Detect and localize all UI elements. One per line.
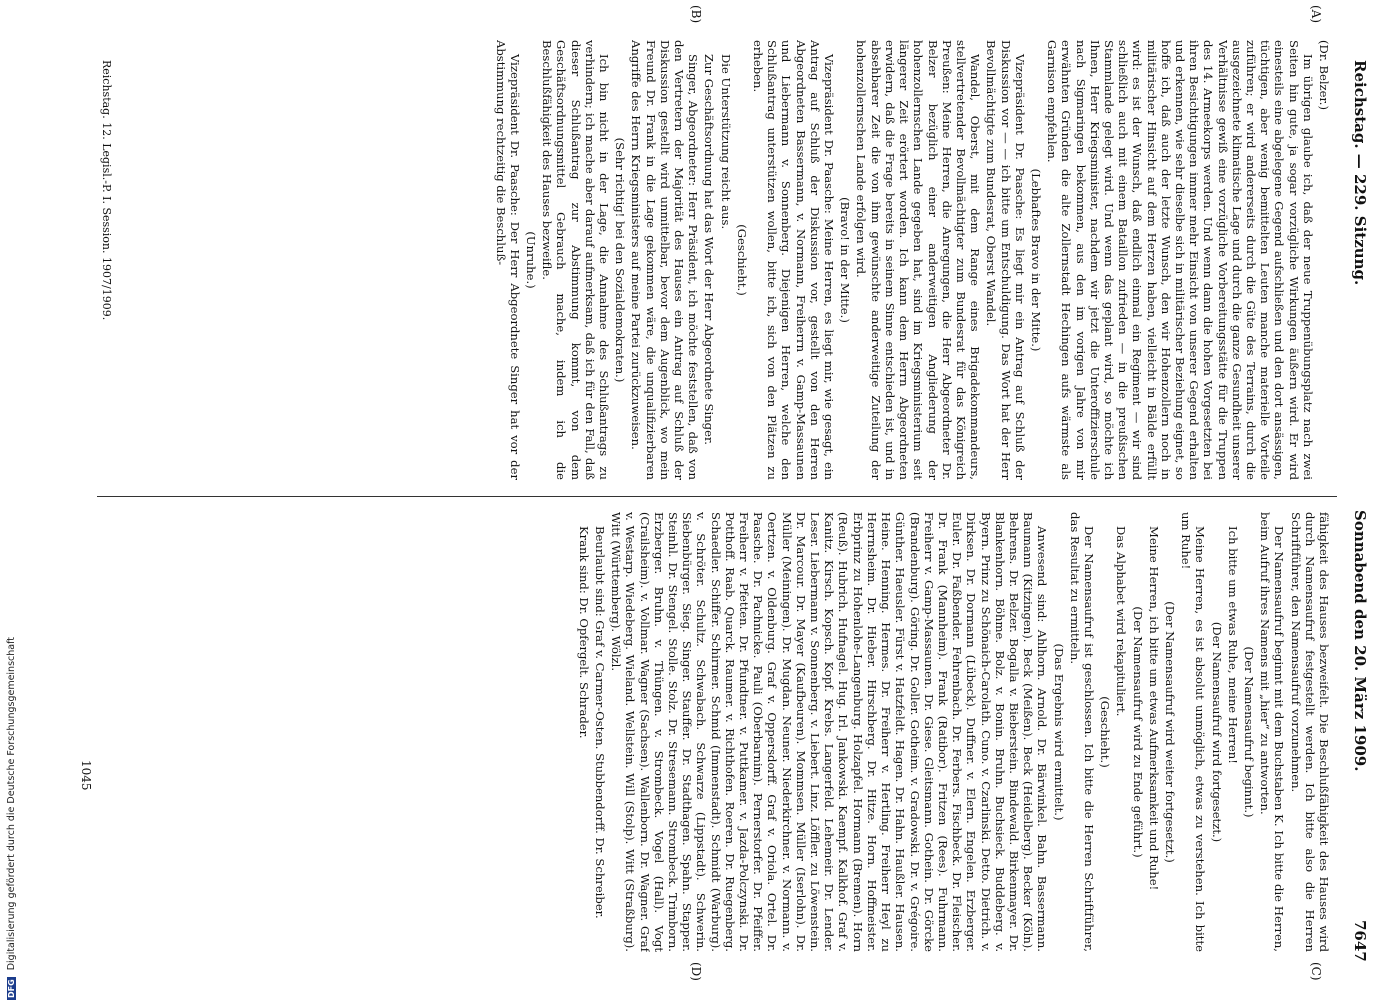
paragraph: Vizepräsident Dr. Paasche: Meine Herren, es liegt mir, wie gesagt, ein Antrag auf Schluß der Diskussion vor, gestellt von den Herren Abgeordneten Bassermann, v. Normann, Freiherrn v. Gamp-Massaunen und Liebermann v. Sonnenberg. Diejenigen Herren, welche den Schlußantrag unterstützen wollen, bitte ich, sich von den Plätzen zu erheben. xyxy=(751,40,837,480)
right-column xyxy=(181,512,1331,952)
marker-a: (A) xyxy=(1309,5,1323,24)
paragraph: Krank sind: Dr. Opfergelt. Schrader. xyxy=(576,526,591,739)
paragraph: Vizepräsident Dr. Paasche: Der Herr Abgeordnete Singer hat vor der Abstimmung rechtzeitig die Beschluß- xyxy=(493,40,522,480)
paragraph: (Der Namensaufruf wird fortgesetzt.) xyxy=(1209,621,1224,843)
paragraph: Der Namensaufruf ist geschlossen. Ich bitte die Herren Schriftführer, das Resultat zu ermitteln. xyxy=(1067,512,1096,952)
paragraph: Ich bin nicht in der Lage, die Annahme des Schlußantrags zu verhindern; ich mache aber darauf aufmerksam, daß ich für den Fall, daß dieser Schlußantrag zur Abstimmung kommt, von dem Geschäftsordnungsmittel Gebrauch mache, indem ich die Beschlußfähigkeit des Hauses bezweifle. xyxy=(540,40,612,480)
paragraph: Die Unterstützung reicht aus. xyxy=(718,54,733,230)
marker-d: (D) xyxy=(689,962,703,981)
column-divider xyxy=(97,496,1337,497)
paragraph: Das Alphabet wird rekapituliert. xyxy=(1114,526,1129,717)
footer-number: 1045 xyxy=(79,760,93,791)
paragraph: Beurlaubt sind: Graf v. Carmer-Osten. Stubbendorff. Dr. Schreiber. xyxy=(593,526,608,919)
paragraph: (Dr. Belzer.) xyxy=(1317,40,1331,110)
paragraph: Meine Herren, ich bitte um etwas Aufmerksamkeit und Ruhe! xyxy=(1146,526,1161,891)
dfg-note xyxy=(6,0,20,1000)
dfg-logo: DFG xyxy=(7,979,16,998)
paragraph: Der Namensaufruf beginnt mit dem Buchstaben K. Ich bitte die Herren, beim Aufruf ihres Namens mit „hier“ zu antworten. xyxy=(1258,512,1287,952)
paragraph: (Der Namensaufruf wird zu Ende geführt.) xyxy=(1130,606,1145,858)
paragraph: fähigkeit des Hauses bezweifelt. Die Beschlußfähigkeit des Hauses wird durch Namensaufruf festgestellt werden. Ich bitte also die Herren Schriftführer, den Namensaufruf vorzunehmen. xyxy=(1288,512,1331,952)
page-header xyxy=(1347,40,1369,960)
paragraph: (Das Ergebnis wird ermittelt.) xyxy=(1051,643,1066,821)
paragraph: Singer, Abgeordneter: Herr Präsident, ich möchte feststellen, daß von den Vertretern der Majorität des Hauses ein Antrag auf Schluß der Diskussion gestellt wird unmittelbar, bevor dem Augenblick, wo mein Freund Dr. Frank in die Lage gekommen wäre, die unqualifizierbaren Angriffe des Herrn Kriegsministers auf meine Partei zurückzuweisen. xyxy=(629,40,701,480)
paragraph: Im übrigen glaube ich, daß der neue Truppenübungsplatz nach zwei Seiten hin gute, ja sogar vorzügliche Wirkungen äußern wird. Er wird einesteils eine abgelegene Gegend aufschließen und den dort ansässigen, tüchtigen, aber wenig bemittelten Leuten manche materielle Vorteile zuführen; er wird andererseits durch die Güte des Terrains, durch die ausgezeichnete klimatische Lage und durch die ganze Gesundheit unserer Verhältnisse gewiß eine vorzügliche Vorbereitungsstätte für die Truppen des 14. Armeekorps werden. Und wenn dann die hohen Vorgesetzten bei ihren Besichtigungen immer mehr Einsicht von unserer Gegend erhalten und erkennen, wie sehr dieselbe sich in militärischer Beziehung eignet, so hoffe ich, daß auch der letzte Wunsch, den wir Hohenzollern noch in militärischer Hinsicht auf dem Herzen haben, vielleicht in Bälde erfüllt wird: es ist der Wunsch, daß endlich einmal ein Regiment — wir sind schließlich auch mit einem Bataillon zufrieden — in die preußischen Stammlande gelegt wird. Und wenn das geplant wird, so möchte ich Ihnen, Herr Kriegsminister, nachdem wir jetzt die Unteroffizierschule nach Sigmaringen bekommen, aus den im vorigen Jahre von mir erwähnten Gründen die alte Zollernstadt Hechingen aufs wärmste als Garnison empfehlen. xyxy=(1045,40,1315,480)
paragraph: (Bravo! in der Mitte.) xyxy=(838,197,853,323)
paragraph: Wandel, Oberst, mit dem Range eines Brigadekommandeurs, stellvertretender Bevollmächtigter zum Bundesrat für das Königreich Preußen: Meine Herren, die Anregungen, die Herr Abgeordneter Dr. Belzer bezüglich einer anderweitigen Angliederung der hohenzollernschen Lande gegeben hat, sind im Kriegsministerium seit längerer Zeit erörtert worden. Ich kann dem Herrn Abgeordneten erwidern, daß die Frage bereits in seinem Sinne entschieden ist, und in absehbarer Zeit die von ihm gewünschte anderweitige Zuteilung der hohenzollernschen Lande erfolgen wird. xyxy=(854,40,983,480)
paragraph: (Sehr richtig! bei den Sozialdemokraten.) xyxy=(613,137,628,383)
dfg-note-text: Digitalisierung gefördert durch die Deutsche Forschungsgemeinschaft xyxy=(6,636,17,971)
header-left: Reichstag. — 229. Sitzung. xyxy=(1351,60,1369,286)
page-number: 7647 xyxy=(1351,920,1369,962)
marker-b: (B) xyxy=(689,5,703,24)
paragraph: Vizepräsident Dr. Paasche: Es liegt mir ein Antrag auf Schluß der Diskussion vor — — ich bitte um Entschuldigung. Das Wort hat der Herr Bevollmächtigte zum Bundesrat, Oberst Wandel. xyxy=(984,40,1027,480)
marker-c: (C) xyxy=(1309,962,1323,981)
paragraph: (Unruhe.) xyxy=(524,231,539,289)
paragraph: (Der Namensaufruf beginnt.) xyxy=(1241,646,1256,818)
header-center: Sonnabend den 20. März 1909. xyxy=(1351,510,1369,772)
footer-session: Reichstag. 12. Legisl.-P. I. Session. 1907/1909. xyxy=(100,60,113,321)
left-column xyxy=(181,40,1331,480)
paragraph: (Geschieht.) xyxy=(1098,696,1113,768)
paragraph: Zur Geschäftsordnung hat das Wort der Herr Abgeordnete Singer. xyxy=(702,54,717,445)
paragraph: (Geschieht.) xyxy=(734,224,749,296)
paragraph: Anwesend sind: Ahlhorn. Arnold. Dr. Bärwinkel. Bahn. Bassermann. Baumann (Kitzingen). Beck (Meißen). Beck (Heidelberg). Becker (Köln). Behrens. Dr. Belzer. Bogalla v. Bieberstein. Bindewald. Birkenmayer. Dr. Blankenhorn. Böhme. Bolz. v. Bonin. Bruhn. Buchsieck. Buddeberg. v. Byern. Prinz zu Schönaich-Carolath. Cuno. v. Czarlinski. Detto. Dietrich. v. Dirksen. Dr. Dormann (Lübeck). Duffner. v. Elern. Engelen. Erzberger. Euler. Dr. Faßbender. Fehrenbach. Dr. Ferbers. Fischbeck. Dr. Fleischer. Dr. Frank (Mannheim). Frank (Ratibor). Fritzen (Rees). Fuhrmann. Freiherr v. Gamp-Massaunen. Dr. Giese. Gleitsmann. Gothein. Dr. Görcke (Brandenburg). Göring. Dr. Goller. Gotheim. v. Gradowski. Dr. v. Grégoire. Günther. Haeusler. Fürst v. Hatzfeldt. Hagen. Dr. Hahn. Haußler. Hausen. Heine. Henning. Hermes. Dr. Freiherr v. Hertling. Freiherr Heyl zu Herrnsheim. Dr. Hieber. Hirschberg. Dr. Hitze. Horn. Hoffmeister. Erbprinz zu Hohenlohe-Langenburg. Holzapfel. Hormann (Bremen). Horn (Reuß). Hubrich. Hufnagel. Hug. Irl. Jankowski. Kaempf. Kalkhof. Graf v. Kanitz. Kirsch. Kopsch. Kopf. Krebs. Langerfeld. Lehemeir. Dr. Lender. Leser. Liebermann v. Sonnenberg. v. Liebert. Linz. Löffler. zu Löwenstein. Dr. Marcour. Dr. Mayer (Kaufbeuren). Mommsen. Müller (Iserlohn). Dr. Müller (Meiningen). Dr. Mugdan. Neuner. Niederkirchner. v. Normann. v. Oertzen. v. Oldenburg. Graf v. Oppersdorff. Graf v. Oriola. Ortel. Dr. Paasche. Dr. Pachnicke. Pauli (Oberbarnim). Pernerstorfer. Dr. Pfeiffer. Freiherr v. Pfetten. Dr. Pfundtner. v. Puttkamer. v. Jazda-Polczynski. Dr. Potthoff. Raab. Quarck. Raumer. v. Richthofen. Roeren. Dr. Ruegenberg. Schaedler. Schiffer. Schirmer. Schmid (Immenstadt). Schmidt (Warburg). v. Schröter. Schultz. Schwabach. Schwarze (Lippstadt). Schwerin. Siebenbürger. Sieg. Singer. Stauffer. Dr. Stadthagen. Spahn. Stapper. Steinhl. Dr. Stengel. Stolle. Stolz. Dr. Stresemann. Strombeck. Trimborn. Erzberger. Bruhn. v. Thüngen. v. Strombeck. Vogel (Hall). Vogt (Crailsheim). v. Vollmar. Wagner (Sachsen). Wallenborn. Dr. Wagner. Graf v. Westarp. Wiedeberg. Wieland. Wellstein. Will (Stolp). Witt (Straßburg). Witt (Württemberg). Wölzl. xyxy=(609,512,1050,952)
paragraph: (Der Namensaufruf wird weiter fortgesetzt.) xyxy=(1162,601,1177,863)
paragraph: Ich bitte um etwas Ruhe, meine Herren! xyxy=(1225,526,1240,764)
paragraph: Meine Herren, es ist absolut unmöglich, etwas zu verstehen. Ich bitte um Ruhe! xyxy=(1179,512,1208,952)
paragraph: (Lebhaftes Bravo in der Mitte.) xyxy=(1028,168,1043,352)
